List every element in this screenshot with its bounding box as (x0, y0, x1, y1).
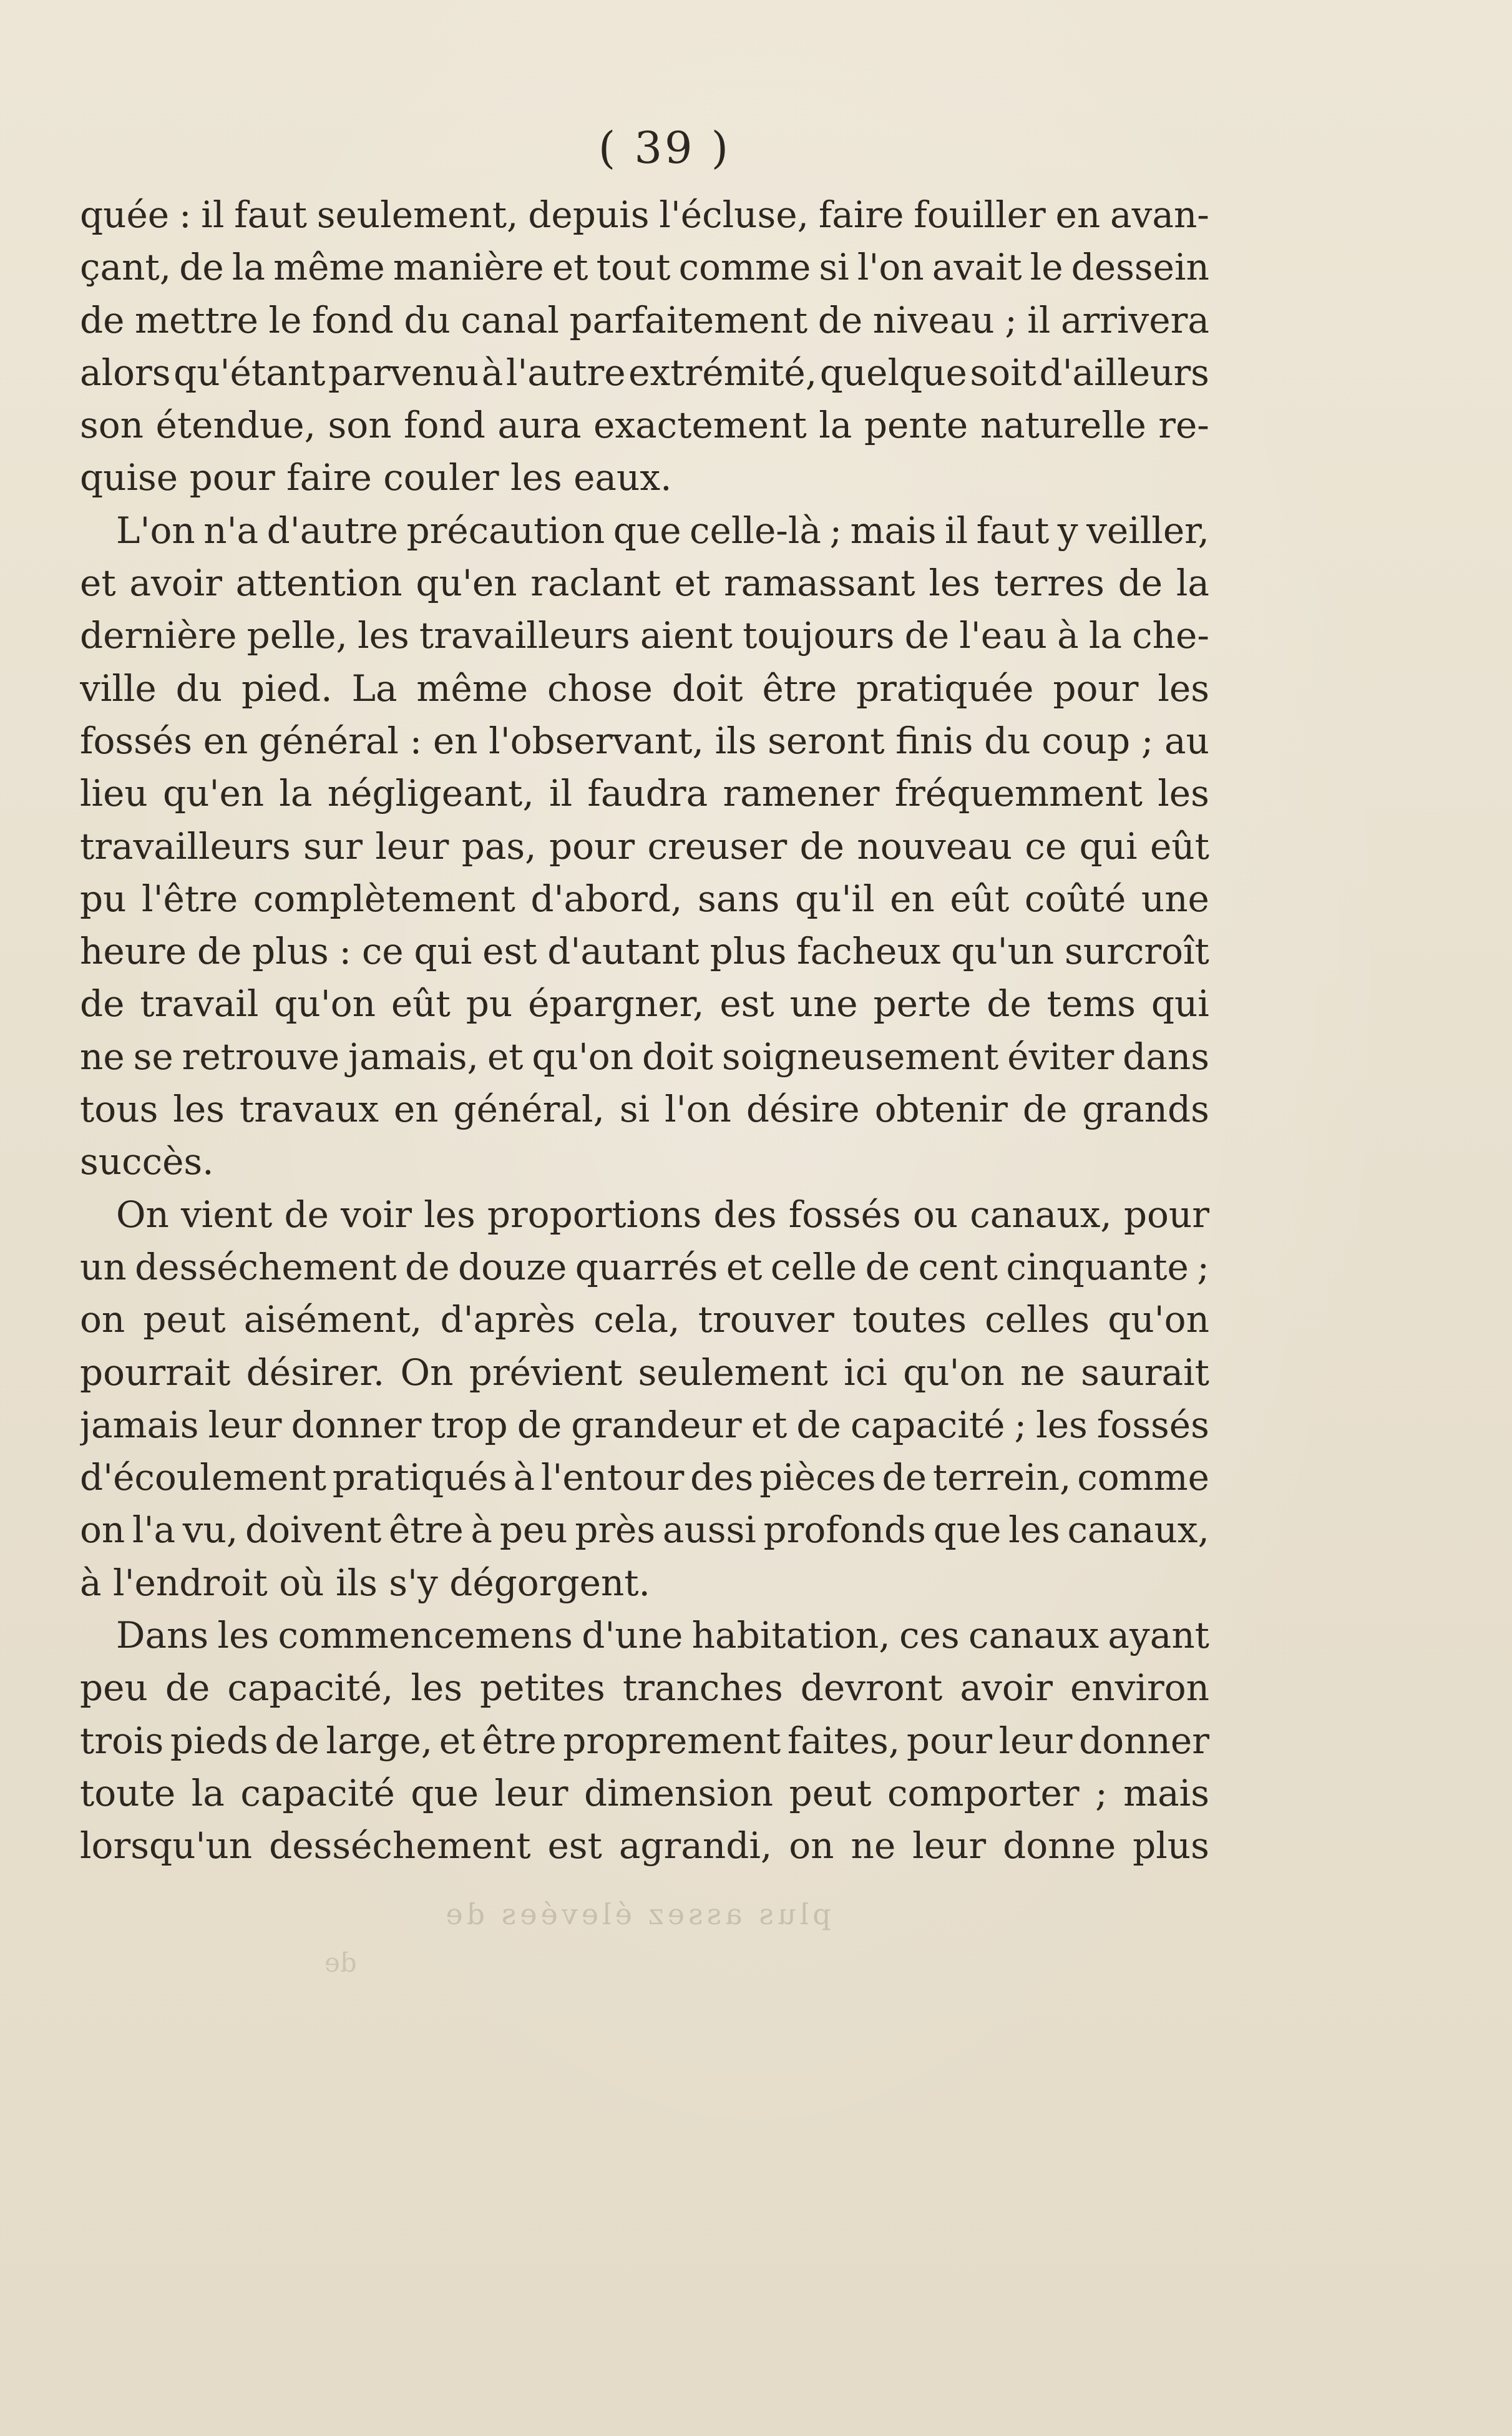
text-line: trois pieds de large, et être proprement faites, pour leur donner (80, 1719, 1209, 1762)
text-line: fossés en général : en l'observant, ils seront finis du coup ; au (80, 719, 1209, 762)
text-line: à l'endroit où ils s'y dégorgent. (80, 1561, 650, 1604)
text-line: quée : il faut seulement, depuis l'écluse, faire fouiller en avan- (80, 193, 1209, 236)
text-line: succès. (80, 1140, 214, 1183)
text-line: de travail qu'on eût pu épargner, est une perte de tems qui (80, 982, 1209, 1025)
text-line: Dans les commencemens d'une habitation, ces canaux ayant (116, 1614, 1209, 1657)
text-line: d'écoulement pratiqués à l'entour des pièces de terrein, comme (80, 1456, 1209, 1499)
text-line: heure de plus : ce qui est d'autant plus facheux qu'un surcroît (80, 930, 1209, 973)
text-line: lieu qu'en la négligeant, il faudra ramener fréquemment les (80, 772, 1209, 815)
text-line: On vient de voir les proportions des fossés ou canaux, pour (116, 1193, 1209, 1236)
text-line: dernière pelle, les travailleurs aient toujours de l'eau à la che- (80, 614, 1209, 657)
text-line: travailleurs sur leur pas, pour creuser de nouveau ce qui eût (80, 824, 1209, 868)
text-line: un desséchement de douze quarrés et celle de cent cinquante ; (80, 1245, 1209, 1288)
text-line: toute la capacité que leur dimension peut comporter ; mais (80, 1771, 1209, 1814)
text-line: on peut aisément, d'après cela, trouver toutes celles qu'on (80, 1298, 1209, 1341)
text-line: L'on n'a d'autre précaution que celle-là ; mais il faut y veiller, (116, 509, 1209, 552)
text-line: on l'a vu, doivent être à peu près aussi profonds que les canaux, (80, 1509, 1209, 1552)
text-line: peu de capacité, les petites tranches devront avoir environ (80, 1666, 1209, 1710)
text-line: pu l'être complètement d'abord, sans qu'il en eût coûté une (80, 877, 1209, 920)
text-line: lorsqu'un desséchement est agrandi, on ne leur donne plus (80, 1824, 1209, 1867)
text-line: de mettre le fond du canal parfaitement de niveau ; il arrivera (80, 298, 1209, 341)
body-text (80, 188, 1209, 1872)
show-through-text: de (324, 1947, 357, 1978)
text-line: tous les travaux en général, si l'on désire obtenir de grands (80, 1088, 1209, 1131)
text-line: çant, de la même manière et tout comme si l'on avait le dessein (80, 246, 1209, 289)
text-line: son étendue, son fond aura exactement la pente naturelle re- (80, 404, 1209, 447)
text-line: pourrait désirer. On prévient seulement ici qu'on ne saurait (80, 1351, 1209, 1394)
text-line: jamais leur donner trop de grandeur et de capacité ; les fossés (80, 1403, 1209, 1446)
text-line: ne se retrouve jamais, et qu'on doit soigneusement éviter dans (80, 1035, 1209, 1078)
page-number: ( 39 ) (598, 122, 731, 174)
text-line: et avoir attention qu'en raclant et ramassant les terres de la (80, 562, 1209, 605)
text-line: alors qu'étant parvenu à l'autre extrémité, quelque soit d'ailleurs (80, 351, 1209, 394)
text-line: ville du pied. La même chose doit être pratiquée pour les (80, 667, 1209, 710)
text-line: quise pour faire couler les eaux. (80, 456, 672, 499)
show-through-text: plus assez élevées de (442, 1897, 831, 1931)
